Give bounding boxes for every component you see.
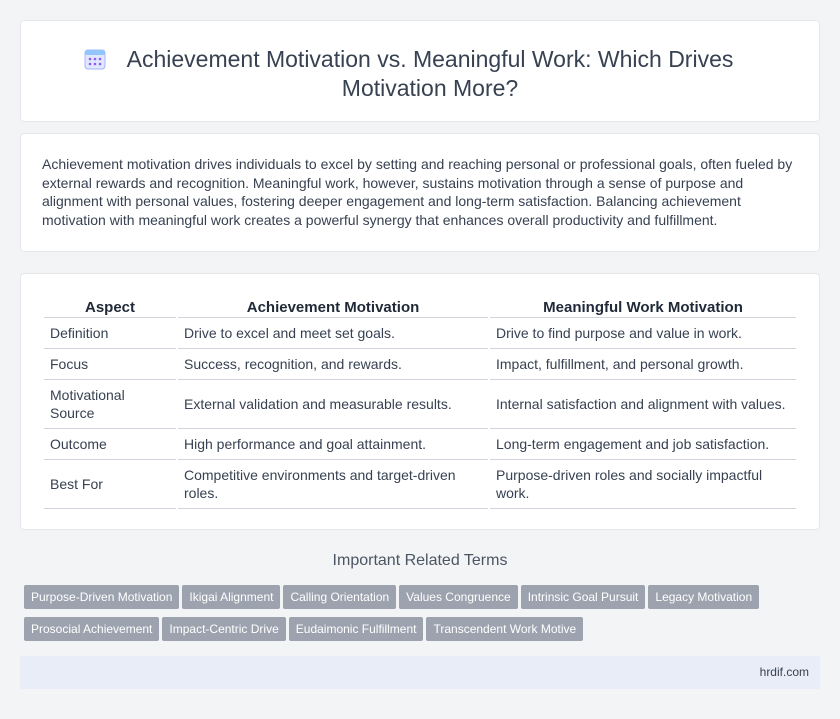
related-term-tag[interactable]: Ikigai Alignment bbox=[182, 585, 280, 609]
cell-aspect: Best For bbox=[44, 460, 176, 509]
related-term-tag[interactable]: Purpose-Driven Motivation bbox=[24, 585, 179, 609]
footer-site-link[interactable]: hrdif.com bbox=[759, 665, 809, 679]
cell-meaningful: Impact, fulfillment, and personal growth. bbox=[490, 349, 796, 380]
header-aspect: Aspect bbox=[44, 296, 176, 318]
related-terms-list bbox=[24, 585, 804, 649]
cell-achievement: High performance and goal attainment. bbox=[178, 429, 488, 460]
intro-card bbox=[20, 133, 820, 252]
related-term-tag[interactable]: Transcendent Work Motive bbox=[426, 617, 583, 641]
related-term-tag[interactable]: Calling Orientation bbox=[283, 585, 396, 609]
cell-achievement: Competitive environments and target-driven roles. bbox=[178, 460, 488, 509]
title-card bbox=[20, 20, 820, 122]
comparison-table bbox=[42, 296, 798, 509]
table-row bbox=[44, 429, 796, 460]
header-achievement: Achievement Motivation bbox=[178, 296, 488, 318]
related-term-tag[interactable]: Legacy Motivation bbox=[648, 585, 759, 609]
cell-achievement: Success, recognition, and rewards. bbox=[178, 349, 488, 380]
related-term-tag[interactable]: Prosocial Achievement bbox=[24, 617, 159, 641]
table-row bbox=[44, 460, 796, 509]
page-title: Achievement Motivation vs. Meaningful Work: Which Drives Motivation More? bbox=[126, 46, 734, 101]
cell-aspect: Focus bbox=[44, 349, 176, 380]
intro-paragraph: Achievement motivation drives individuals to excel by setting and reaching personal or professional goals, often fueled by external rewards and recognition. Meaningful work, however, sustains motivation through a sense of purpose and alignment with personal values, fostering deeper engagement and long-term satisfaction. Balancing achievement motivation with meaningful work creates a powerful synergy that enhances overall productivity and fulfillment. bbox=[42, 156, 793, 228]
cell-meaningful: Internal satisfaction and alignment with values. bbox=[490, 380, 796, 429]
related-term-tag[interactable]: Values Congruence bbox=[399, 585, 518, 609]
footer bbox=[20, 656, 820, 689]
related-term-tag[interactable]: Eudaimonic Fulfillment bbox=[289, 617, 424, 641]
cell-meaningful: Drive to find purpose and value in work. bbox=[490, 318, 796, 349]
related-term-tag[interactable]: Intrinsic Goal Pursuit bbox=[521, 585, 646, 609]
table-header-row bbox=[44, 296, 796, 318]
related-term-tag[interactable]: Impact-Centric Drive bbox=[162, 617, 285, 641]
cell-achievement: Drive to excel and meet set goals. bbox=[178, 318, 488, 349]
header-meaningful: Meaningful Work Motivation bbox=[490, 296, 796, 318]
table-row bbox=[44, 380, 796, 429]
cell-aspect: Definition bbox=[44, 318, 176, 349]
cell-meaningful: Purpose-driven roles and socially impactful work. bbox=[490, 460, 796, 509]
related-terms-title: Important Related Terms bbox=[332, 552, 508, 569]
cell-achievement: External validation and measurable results. bbox=[178, 380, 488, 429]
cell-meaningful: Long-term engagement and job satisfaction. bbox=[490, 429, 796, 460]
table-row bbox=[44, 318, 796, 349]
cell-aspect: Outcome bbox=[44, 429, 176, 460]
table-row bbox=[44, 349, 796, 380]
cell-aspect: Motivational Source bbox=[44, 380, 176, 429]
comparison-card bbox=[20, 273, 820, 530]
